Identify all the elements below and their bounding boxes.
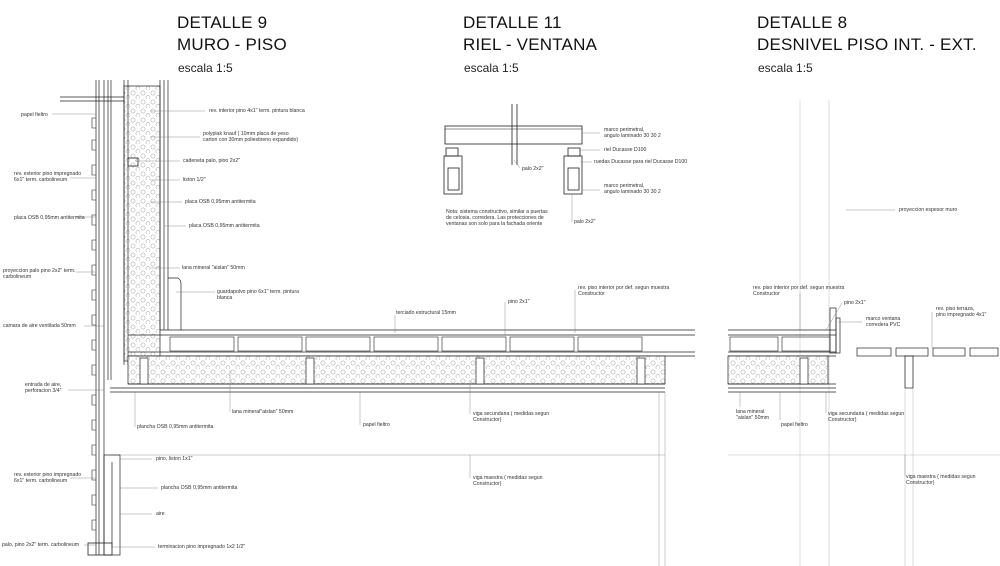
label-proyeccion-1: proyeccion palo pino 2x2" term. xyxy=(3,268,76,274)
label-terminacion: terminacion pino impregnado 1x2 1/2" xyxy=(158,544,246,550)
label-proyeccion-muro: proyeccion espesor muro xyxy=(899,207,958,213)
detail-11-drawing xyxy=(444,104,582,194)
label-liston: liston 1/2" xyxy=(183,177,206,183)
label-terciado: terciado estructural 15mm xyxy=(396,310,456,316)
detail-8-number: DETALLE 8 xyxy=(757,13,848,32)
detail-9-name: MURO - PISO xyxy=(177,35,287,54)
label-proyeccion-2: carbolineum xyxy=(3,274,32,280)
label-plancha-osb-2: plancha OSB 0,95mm antitermita xyxy=(161,485,238,491)
label-nota-3: ventanas son solo para la fachada oriente xyxy=(446,221,543,227)
label-papel-fieltro-2: papel fieltro xyxy=(363,422,390,428)
label-pino-2x1: pino 2x1" xyxy=(508,299,530,305)
label-plancha-osb: plancha OSB 0,95mm antitermita xyxy=(137,424,214,430)
label-entrada-aire-2: perforacion 3/4" xyxy=(25,388,62,394)
label-marco-perimetral2-1: marco perimetral, xyxy=(604,183,645,189)
label-viga-maestra-2: Constructor) xyxy=(473,481,502,487)
label-camara-aire: camara de aire ventilada 50mm xyxy=(3,323,76,329)
label-riel-ducasse: riel Ducasse D100 xyxy=(604,147,647,153)
label-nota-1: Nota: sistema constructivo, similar a puertas xyxy=(446,209,548,215)
detail-9-number: DETALLE 9 xyxy=(177,13,268,32)
label-d8-viga-maestra-2: Constructor) xyxy=(906,480,935,486)
label-d8-pino: pino 2x1" xyxy=(844,300,866,306)
label-polyplak-2: carton con 30mm poliestireno expandido) xyxy=(203,137,299,143)
label-marco-perimetral-2: angulo laminado 30 30 2 xyxy=(604,133,661,139)
label-palo-pino: palo, pino 2x2" term. carbolineum xyxy=(2,542,80,548)
label-guardapolvo-2: blanca xyxy=(217,295,233,301)
label-rev-exterior-2: 6x1" term. carbolineum xyxy=(14,177,68,183)
label-d8-lana-1: lana mineral xyxy=(736,409,765,415)
label-polyplak-1: polyplak knauf ( 10mm placa de yeso xyxy=(203,131,289,137)
label-marco-ventana-1: marco ventana xyxy=(866,316,901,322)
detail-11-number: DETALLE 11 xyxy=(463,13,562,32)
label-d8-papel: papel fieltro xyxy=(781,422,808,428)
detail-8-scale: escala 1:5 xyxy=(758,61,813,75)
label-d8-lana-2: "aislan" 50mm xyxy=(736,415,770,421)
detail-11-scale: escala 1:5 xyxy=(464,61,519,75)
label-d8-viga-maestra-1: viga maestra ( medidas segun xyxy=(906,474,976,480)
label-rev-exterior-1: rev. exterior pino impregnado xyxy=(14,171,82,177)
label-rev-exterior2-2: 6x1" term. carbolineum xyxy=(14,478,68,484)
label-rev-piso-2: Constructor xyxy=(578,291,605,297)
detail-9-drawing xyxy=(60,80,695,566)
label-entrada-aire-1: entrada de aire, xyxy=(25,382,62,388)
label-d8-viga-secundaria-2: Constructor) xyxy=(828,417,857,423)
label-d8-rev-piso-1: rev. piso interior por def. segun muestra xyxy=(753,285,845,291)
label-rev-terraza-2: pino impregnado 4x1" xyxy=(936,312,987,318)
label-palo-2x2-2: palo 2x2" xyxy=(574,219,596,225)
label-d8-viga-secundaria-1: viga secundaria ( medidas segun xyxy=(828,411,905,417)
label-marco-ventana-2: corredera PVC xyxy=(866,322,901,328)
label-rev-interior: rev. interior pino 4x1" term. pintura blanca xyxy=(209,108,305,114)
label-viga-maestra-1: viga maestra ( medidas segun xyxy=(473,475,543,481)
label-placa-osb-3: placa OSB 0,95mm antitermita xyxy=(189,223,260,229)
label-lana-mineral: lana mineral "aislan" 50mm xyxy=(182,265,245,271)
label-papel-fieltro: papel fieltro xyxy=(21,112,48,118)
label-lana-mineral-2: lana mineral"aislan" 50mm xyxy=(232,409,294,415)
detail-9-scale: escala 1:5 xyxy=(178,61,233,75)
label-marco-perimetral2-2: angulo laminado 30 30 2 xyxy=(604,189,661,195)
label-guardapolvo-1: guardapolvo pino 6x1" term. pintura xyxy=(217,289,300,295)
label-rev-exterior2-1: rev. exterior pino impregnado xyxy=(14,472,82,478)
label-cadeneta: cadeneta palo, pino 2x2" xyxy=(183,158,240,164)
label-viga-secundaria-1: viga secundaria ( medidas segun xyxy=(473,411,550,417)
label-placa-osb-2: placa OSB 0,95mm antitermita xyxy=(185,199,256,205)
label-aire: aire xyxy=(156,511,165,517)
detail-8-name: DESNIVEL PISO INT. - EXT. xyxy=(757,35,977,54)
label-rev-terraza-1: rev. piso terraza, xyxy=(936,306,975,312)
label-rev-piso-1: rev. piso interior por def. segun muestra xyxy=(578,285,670,291)
label-palo-2x2: palo 2x2" xyxy=(522,166,544,172)
label-ruedas-ducasse: ruedas Ducasse para riel Ducasse D100 xyxy=(594,159,688,165)
detail-8-drawing xyxy=(728,100,1000,566)
label-pino-liston: pino, liston 1x1" xyxy=(156,456,193,462)
label-viga-secundaria-2: Constructor) xyxy=(473,417,502,423)
label-d8-rev-piso-2: Constructor xyxy=(753,291,780,297)
detail-11-name: RIEL - VENTANA xyxy=(463,35,598,54)
label-placa-osb: placa OSB 0,95mm antitermita xyxy=(14,215,85,221)
label-marco-perimetral-1: marco perimetral, xyxy=(604,127,645,133)
label-nota-2: de celosia, corredera. Las protecciones de xyxy=(446,215,544,221)
